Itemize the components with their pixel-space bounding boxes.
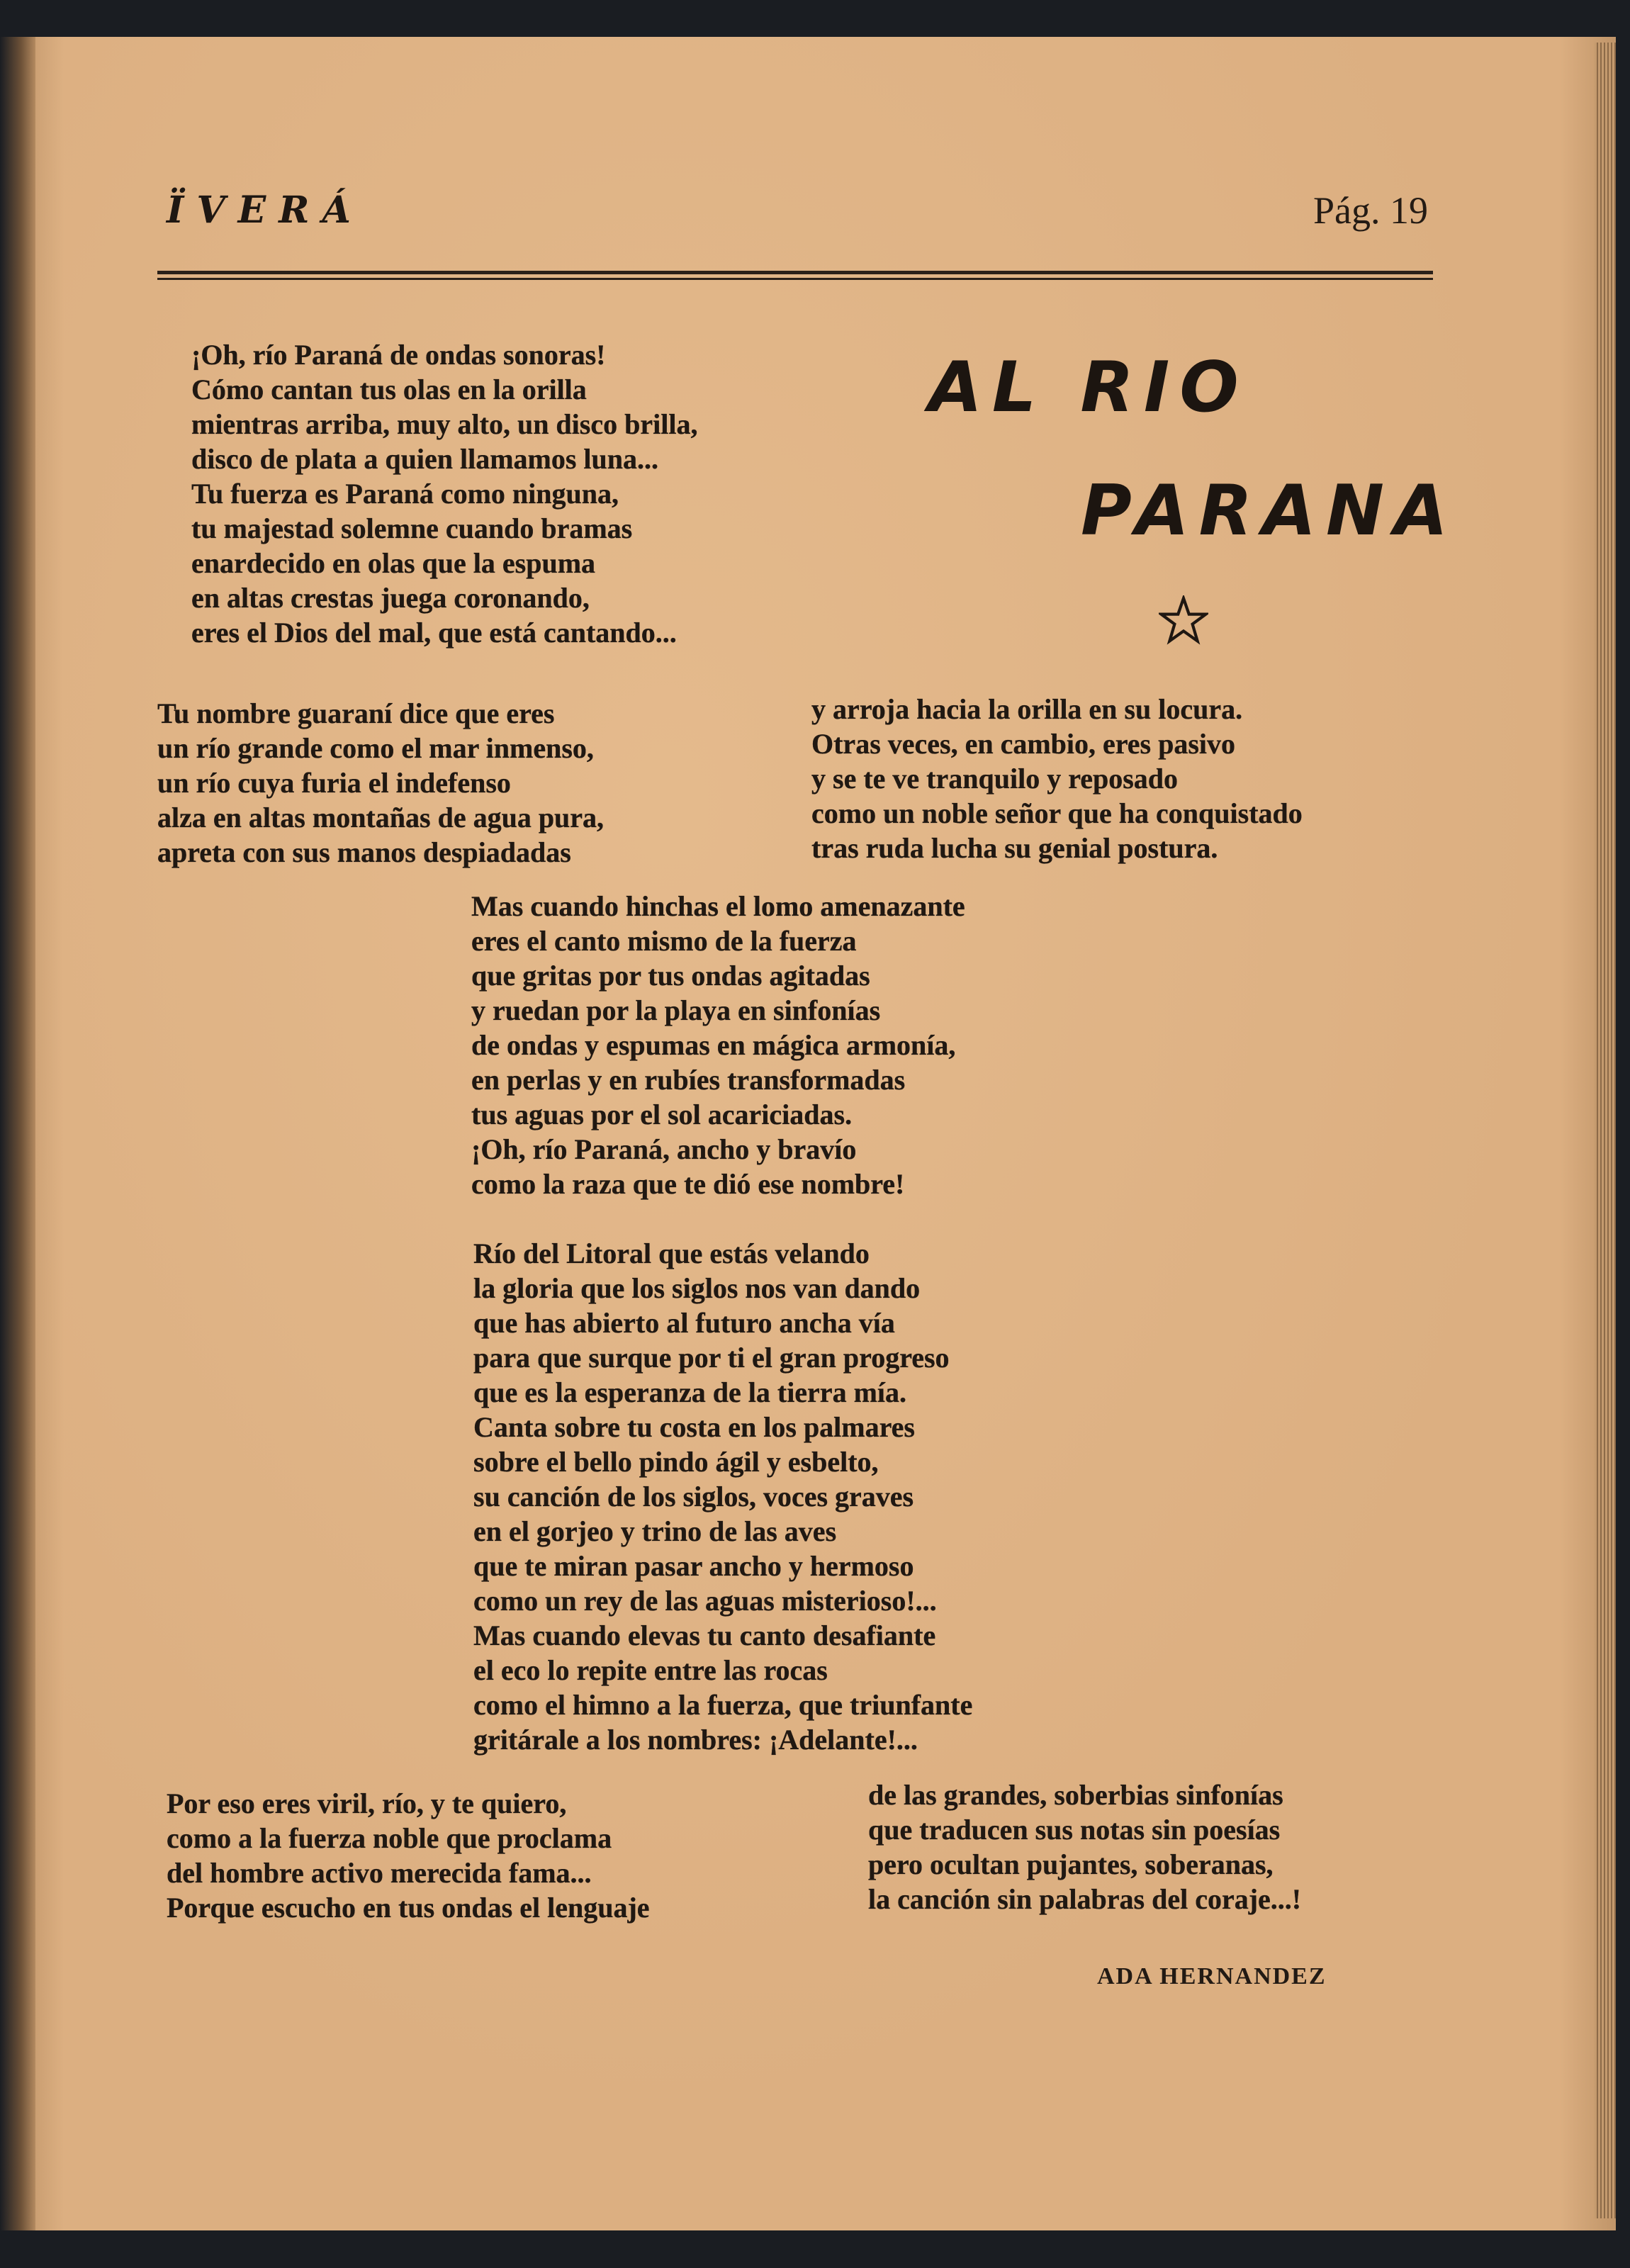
stanza-2-left	[157, 696, 604, 870]
verse-line: la gloria que los siglos nos van dando	[473, 1272, 921, 1304]
author-signature: ADA HERNANDEZ	[1097, 1963, 1327, 1989]
poem-title-line-1: AL RIO	[928, 347, 1249, 428]
verse-line: del hombre activo merecida fama...	[167, 1857, 592, 1889]
verse-line: gritárale a los nombres: ¡Adelante!...	[473, 1724, 918, 1756]
verse-line: como un rey de las aguas misterioso!...	[473, 1585, 937, 1617]
stanza-4	[473, 1236, 972, 1757]
verse-line: la canción sin palabras del coraje...!	[868, 1883, 1302, 1915]
verse-line: y arroja hacia la orilla en su locura.	[811, 693, 1243, 725]
page-number: Pág. 19	[1313, 189, 1428, 232]
header-rule-thin	[157, 278, 1433, 280]
verse-line: y ruedan por la playa en sinfonías	[471, 994, 881, 1026]
verse-line: el eco lo repite entre las rocas	[473, 1654, 828, 1686]
verse-line: tras ruda lucha su genial postura.	[811, 832, 1218, 864]
verse-line: ¡Oh, río Paraná de ondas sonoras!	[191, 339, 606, 371]
verse-line: enardecido en olas que la espuma	[191, 547, 596, 579]
verse-line: apreta con sus manos despiadadas	[157, 836, 571, 868]
poem-title-line-2: PARANA	[1081, 471, 1458, 551]
stanza-5-right	[868, 1778, 1301, 1916]
verse-line: alza en altas montañas de agua pura,	[157, 802, 605, 833]
running-head	[167, 189, 1428, 245]
verse-line: pero ocultan pujantes, soberanas,	[868, 1848, 1274, 1880]
verse-line: Mas cuando elevas tu canto desafiante	[473, 1619, 936, 1651]
verse-line: ¡Oh, río Paraná, ancho y bravío	[471, 1133, 857, 1165]
verse-line: que te miran pasar ancho y hermoso	[473, 1550, 914, 1582]
verse-line: sobre el bello pindo ágil y esbelto,	[473, 1446, 879, 1478]
verse-line: eres el Dios del mal, que está cantando...	[191, 617, 677, 649]
verse-line: como a la fuerza noble que proclama	[167, 1822, 612, 1854]
verse-line: para que surque por ti el gran progreso	[473, 1342, 950, 1374]
verse-line: un río grande como el mar inmenso,	[157, 732, 594, 764]
publication-title: ÏVERÁ	[167, 189, 364, 232]
verse-line: que has abierto al futuro ancha vía	[473, 1307, 895, 1339]
verse-line: de ondas y espumas en mágica armonía,	[471, 1029, 956, 1061]
verse-line: Canta sobre tu costa en los palmares	[473, 1411, 915, 1443]
verse-line: como un noble señor que ha conquistado	[811, 797, 1303, 829]
stanza-1	[191, 337, 697, 650]
header-rule-thick	[157, 271, 1433, 274]
verse-line: Porque escucho en tus ondas el lenguaje	[167, 1892, 650, 1924]
verse-line: Tu nombre guaraní dice que eres	[157, 697, 555, 729]
verse-line: en perlas y en rubíes transformadas	[471, 1064, 906, 1096]
book-spine-shadow	[0, 37, 35, 2230]
stanza-3	[471, 889, 965, 1201]
verse-line: Cómo cantan tus olas en la orilla	[191, 374, 587, 405]
verse-line: de las grandes, soberbias sinfonías	[868, 1779, 1283, 1811]
verse-line: como la raza que te dió ese nombre!	[471, 1168, 905, 1200]
verse-line: que gritas por tus ondas agitadas	[471, 960, 870, 992]
verse-line: tus aguas por el sol acariciadas.	[471, 1099, 853, 1130]
stanza-5-left	[167, 1786, 650, 1925]
verse-line: como el himno a la fuerza, que triunfante	[473, 1689, 973, 1721]
verse-line: un río cuya furia el indefenso	[157, 767, 511, 799]
star-ornament-icon	[1159, 595, 1208, 645]
verse-line: y se te ve tranquilo y reposado	[811, 763, 1179, 795]
verse-line: Otras veces, en cambio, eres pasivo	[811, 728, 1236, 760]
page-edges	[1595, 43, 1616, 2218]
verse-line: que traducen sus notas sin poesías	[868, 1814, 1281, 1846]
verse-line: Por eso eres viril, río, y te quiero,	[167, 1787, 567, 1819]
verse-line: Mas cuando hinchas el lomo amenazante	[471, 890, 965, 922]
verse-line: eres el canto mismo de la fuerza	[471, 925, 857, 957]
verse-line: Río del Litoral que estás velando	[473, 1237, 870, 1269]
stanza-2-right	[811, 692, 1303, 865]
verse-line: disco de plata a quien llamamos luna...	[191, 443, 659, 475]
verse-line: su canción de los siglos, voces graves	[473, 1481, 914, 1512]
verse-line: en altas crestas juega coronando,	[191, 582, 590, 614]
verse-line: tu majestad solemne cuando bramas	[191, 512, 633, 544]
verse-line: mientras arriba, muy alto, un disco brilla,	[191, 408, 698, 440]
verse-line: que es la esperanza de la tierra mía.	[473, 1376, 906, 1408]
verse-line: Tu fuerza es Paraná como ninguna,	[191, 478, 619, 510]
verse-line: en el gorjeo y trino de las aves	[473, 1515, 837, 1547]
